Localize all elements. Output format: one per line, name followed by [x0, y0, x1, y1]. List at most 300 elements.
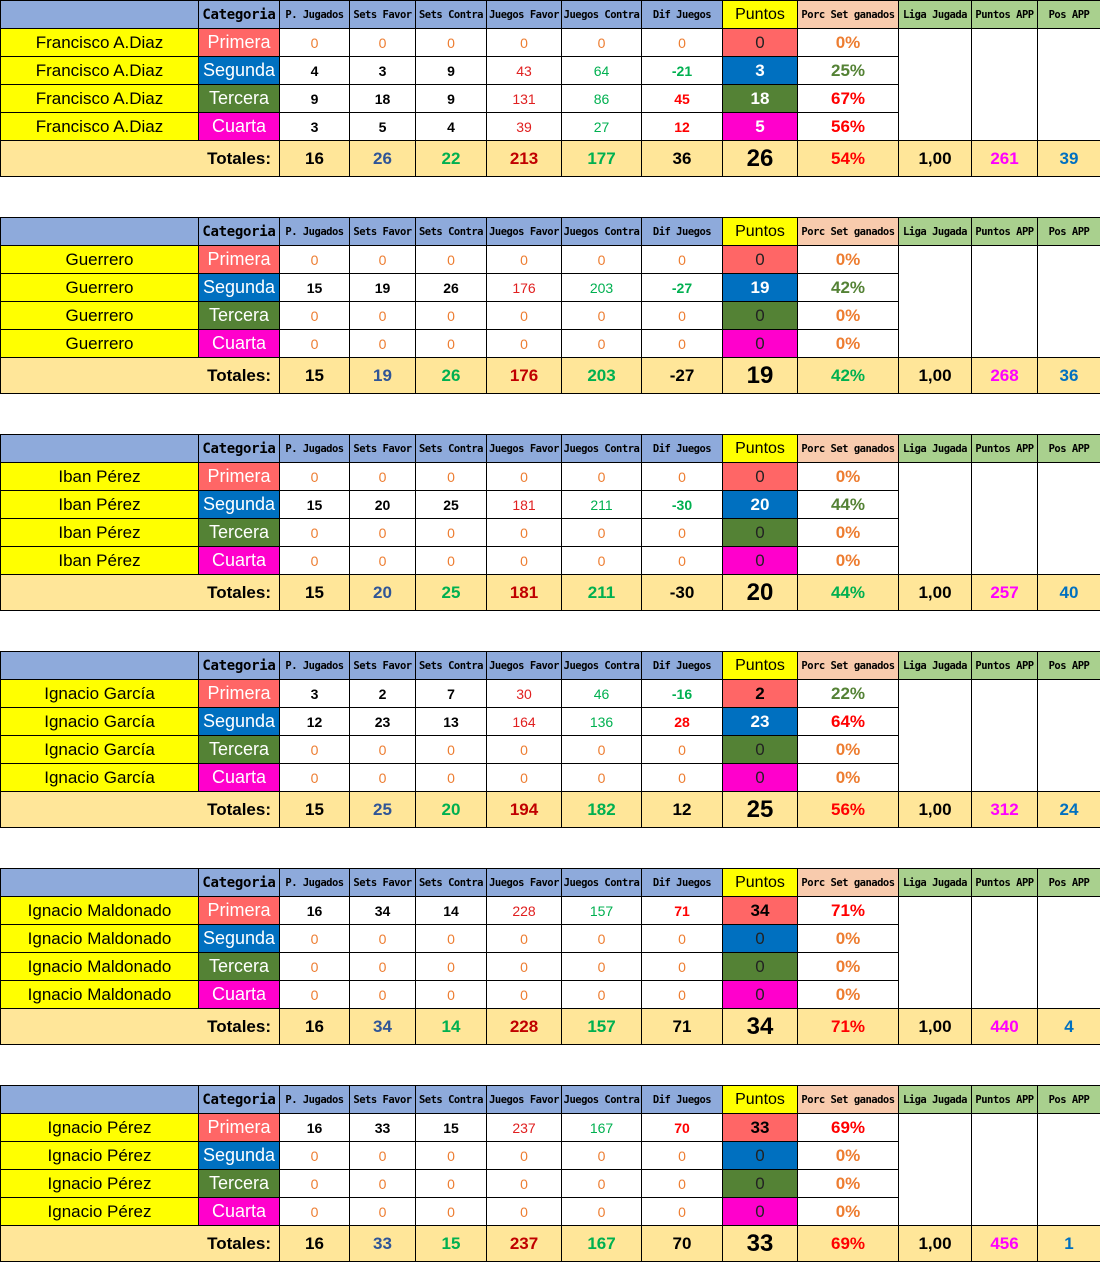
total-puntos: 26	[723, 141, 798, 177]
cell-sets-contra: 0	[416, 925, 487, 953]
total-pos-app: 40	[1038, 575, 1100, 611]
cell-sets-favor: 0	[350, 1198, 416, 1226]
totals-row	[1, 1009, 1100, 1045]
total-dif-juegos: 12	[642, 792, 723, 828]
cell-juegos-favor: 0	[487, 1142, 562, 1170]
cell-juegos-contra: 46	[562, 680, 642, 708]
total-juegos-contra: 177	[562, 141, 642, 177]
cell-p-jugados: 4	[280, 57, 350, 85]
total-juegos-favor: 213	[487, 141, 562, 177]
header-sets-favor: Sets Favor	[350, 1086, 416, 1114]
cell-dif-juegos: 0	[642, 302, 723, 330]
header-porc-set: Porc Set ganados	[798, 435, 899, 463]
player-name: Guerrero	[1, 330, 199, 358]
totals-label: Totales:	[1, 141, 280, 177]
header-porc-set: Porc Set ganados	[798, 1, 899, 29]
header-sets-contra: Sets Contra	[416, 1086, 487, 1114]
total-puntos-app: 456	[972, 1226, 1038, 1262]
header-puntos: Puntos	[723, 1086, 798, 1114]
header-dif-juegos: Dif Juegos	[642, 652, 723, 680]
header-row	[1, 1086, 1100, 1114]
cell-porc-set: 0%	[798, 463, 899, 491]
table-row	[1, 680, 1100, 708]
header-pos-app: Pos APP	[1038, 435, 1100, 463]
cell-p-jugados: 0	[280, 547, 350, 575]
cell-dif-juegos: 0	[642, 764, 723, 792]
cell-juegos-contra: 27	[562, 113, 642, 141]
header-liga-jugada: Liga Jugada	[899, 218, 972, 246]
category-label: Primera	[199, 680, 280, 708]
cell-sets-contra: 9	[416, 85, 487, 113]
cell-sets-contra: 0	[416, 330, 487, 358]
total-p-jugados: 16	[280, 141, 350, 177]
header-row	[1, 1, 1100, 29]
total-juegos-favor: 228	[487, 1009, 562, 1045]
cell-sets-favor: 0	[350, 981, 416, 1009]
total-p-jugados: 15	[280, 575, 350, 611]
cell-p-jugados: 0	[280, 953, 350, 981]
cell-dif-juegos: 0	[642, 519, 723, 547]
cell-dif-juegos: -16	[642, 680, 723, 708]
table-row	[1, 463, 1100, 491]
cell-sets-contra: 13	[416, 708, 487, 736]
category-label: Segunda	[199, 708, 280, 736]
header-blank-cell	[1, 1086, 199, 1114]
table-row	[1, 246, 1100, 274]
total-juegos-contra: 167	[562, 1226, 642, 1262]
cell-sets-favor: 0	[350, 330, 416, 358]
table-row	[1, 29, 1100, 57]
cell-puntos: 0	[723, 925, 798, 953]
header-puntos-app: Puntos APP	[972, 218, 1038, 246]
totals-label: Totales:	[1, 1226, 280, 1262]
cell-juegos-favor: 0	[487, 736, 562, 764]
category-label: Tercera	[199, 736, 280, 764]
cell-sets-favor: 0	[350, 547, 416, 575]
header-p-jugados: P. Jugados	[280, 652, 350, 680]
total-dif-juegos: -30	[642, 575, 723, 611]
cell-juegos-favor: 0	[487, 925, 562, 953]
total-juegos-contra: 211	[562, 575, 642, 611]
header-puntos: Puntos	[723, 1, 798, 29]
cell-sets-favor: 23	[350, 708, 416, 736]
total-puntos-app: 261	[972, 141, 1038, 177]
cell-porc-set: 0%	[798, 519, 899, 547]
header-p-jugados: P. Jugados	[280, 435, 350, 463]
cell-sets-favor: 19	[350, 274, 416, 302]
header-sets-contra: Sets Contra	[416, 218, 487, 246]
total-porc-set: 69%	[798, 1226, 899, 1262]
cell-puntos: 0	[723, 547, 798, 575]
cell-sets-contra: 4	[416, 113, 487, 141]
cell-porc-set: 64%	[798, 708, 899, 736]
cell-juegos-favor: 131	[487, 85, 562, 113]
totals-row	[1, 358, 1100, 394]
player-name: Ignacio Pérez	[1, 1170, 199, 1198]
cell-juegos-favor: 39	[487, 113, 562, 141]
header-porc-set: Porc Set ganados	[798, 652, 899, 680]
total-p-jugados: 15	[280, 792, 350, 828]
header-juegos-favor: Juegos Favor	[487, 435, 562, 463]
cell-puntos: 0	[723, 1142, 798, 1170]
total-juegos-favor: 181	[487, 575, 562, 611]
total-liga-jugada: 1,00	[899, 141, 972, 177]
category-label: Tercera	[199, 953, 280, 981]
cell-dif-juegos: 0	[642, 547, 723, 575]
cell-porc-set: 0%	[798, 302, 899, 330]
total-porc-set: 42%	[798, 358, 899, 394]
cell-p-jugados: 0	[280, 246, 350, 274]
cell-dif-juegos: 0	[642, 463, 723, 491]
cell-p-jugados: 15	[280, 491, 350, 519]
cell-juegos-contra: 0	[562, 981, 642, 1009]
header-row	[1, 435, 1100, 463]
cell-pos-app	[1038, 1114, 1100, 1226]
cell-juegos-favor: 0	[487, 953, 562, 981]
total-pos-app: 4	[1038, 1009, 1100, 1045]
cell-dif-juegos: -30	[642, 491, 723, 519]
cell-juegos-contra: 0	[562, 1170, 642, 1198]
total-p-jugados: 16	[280, 1226, 350, 1262]
header-blank-cell	[1, 435, 199, 463]
cell-puntos: 0	[723, 736, 798, 764]
totals-row	[1, 792, 1100, 828]
cell-liga-jugada	[899, 680, 972, 792]
cell-puntos-app	[972, 463, 1038, 575]
cell-pos-app	[1038, 680, 1100, 792]
header-liga-jugada: Liga Jugada	[899, 435, 972, 463]
cell-liga-jugada	[899, 463, 972, 575]
total-p-jugados: 16	[280, 1009, 350, 1045]
cell-sets-contra: 0	[416, 246, 487, 274]
header-pos-app: Pos APP	[1038, 1086, 1100, 1114]
cell-dif-juegos: -21	[642, 57, 723, 85]
header-juegos-favor: Juegos Favor	[487, 652, 562, 680]
cell-porc-set: 71%	[798, 897, 899, 925]
total-dif-juegos: 70	[642, 1226, 723, 1262]
total-juegos-favor: 194	[487, 792, 562, 828]
header-juegos-contra: Juegos Contra	[562, 218, 642, 246]
cell-p-jugados: 16	[280, 897, 350, 925]
cell-porc-set: 0%	[798, 953, 899, 981]
cell-liga-jugada	[899, 897, 972, 1009]
cell-porc-set: 0%	[798, 925, 899, 953]
header-p-jugados: P. Jugados	[280, 1086, 350, 1114]
header-juegos-contra: Juegos Contra	[562, 1086, 642, 1114]
category-label: Primera	[199, 29, 280, 57]
total-juegos-contra: 157	[562, 1009, 642, 1045]
cell-porc-set: 0%	[798, 1170, 899, 1198]
cell-sets-favor: 0	[350, 1142, 416, 1170]
total-puntos: 19	[723, 358, 798, 394]
cell-porc-set: 25%	[798, 57, 899, 85]
cell-dif-juegos: 45	[642, 85, 723, 113]
header-sets-favor: Sets Favor	[350, 435, 416, 463]
total-pos-app: 1	[1038, 1226, 1100, 1262]
cell-juegos-favor: 30	[487, 680, 562, 708]
cell-puntos-app	[972, 680, 1038, 792]
total-dif-juegos: -27	[642, 358, 723, 394]
cell-puntos: 3	[723, 57, 798, 85]
header-liga-jugada: Liga Jugada	[899, 1, 972, 29]
cell-sets-contra: 15	[416, 1114, 487, 1142]
header-liga-jugada: Liga Jugada	[899, 1086, 972, 1114]
cell-sets-contra: 0	[416, 1198, 487, 1226]
player-name: Francisco A.Diaz	[1, 85, 199, 113]
total-pos-app: 39	[1038, 141, 1100, 177]
cell-p-jugados: 0	[280, 764, 350, 792]
cell-juegos-contra: 86	[562, 85, 642, 113]
cell-juegos-contra: 136	[562, 708, 642, 736]
cell-sets-favor: 0	[350, 246, 416, 274]
cell-p-jugados: 0	[280, 736, 350, 764]
player-block	[0, 434, 1100, 611]
totals-label: Totales:	[1, 358, 280, 394]
category-label: Cuarta	[199, 1198, 280, 1226]
header-row	[1, 218, 1100, 246]
category-label: Cuarta	[199, 113, 280, 141]
cell-dif-juegos: 71	[642, 897, 723, 925]
header-porc-set: Porc Set ganados	[798, 869, 899, 897]
cell-puntos: 0	[723, 29, 798, 57]
cell-juegos-favor: 0	[487, 1170, 562, 1198]
total-juegos-favor: 237	[487, 1226, 562, 1262]
player-name: Francisco A.Diaz	[1, 113, 199, 141]
category-label: Cuarta	[199, 330, 280, 358]
totals-row	[1, 141, 1100, 177]
player-name: Ignacio Maldonado	[1, 981, 199, 1009]
cell-p-jugados: 12	[280, 708, 350, 736]
cell-sets-contra: 0	[416, 1170, 487, 1198]
header-categoria: Categoria	[199, 218, 280, 246]
player-name: Ignacio Maldonado	[1, 897, 199, 925]
cell-juegos-favor: 0	[487, 519, 562, 547]
player-name: Ignacio García	[1, 708, 199, 736]
cell-sets-contra: 25	[416, 491, 487, 519]
header-sets-contra: Sets Contra	[416, 1, 487, 29]
player-name: Iban Pérez	[1, 547, 199, 575]
total-puntos-app: 268	[972, 358, 1038, 394]
cell-porc-set: 0%	[798, 1198, 899, 1226]
header-puntos: Puntos	[723, 218, 798, 246]
header-pos-app: Pos APP	[1038, 869, 1100, 897]
cell-juegos-favor: 0	[487, 29, 562, 57]
cell-sets-contra: 0	[416, 463, 487, 491]
header-juegos-favor: Juegos Favor	[487, 218, 562, 246]
cell-porc-set: 67%	[798, 85, 899, 113]
cell-puntos: 20	[723, 491, 798, 519]
cell-liga-jugada	[899, 246, 972, 358]
cell-sets-contra: 0	[416, 981, 487, 1009]
cell-p-jugados: 9	[280, 85, 350, 113]
category-label: Tercera	[199, 519, 280, 547]
player-name: Francisco A.Diaz	[1, 29, 199, 57]
player-block	[0, 868, 1100, 1045]
total-pos-app: 36	[1038, 358, 1100, 394]
header-puntos-app: Puntos APP	[972, 435, 1038, 463]
cell-puntos: 5	[723, 113, 798, 141]
cell-dif-juegos: -27	[642, 274, 723, 302]
cell-porc-set: 56%	[798, 113, 899, 141]
total-sets-favor: 26	[350, 141, 416, 177]
total-puntos: 25	[723, 792, 798, 828]
total-dif-juegos: 36	[642, 141, 723, 177]
category-label: Segunda	[199, 274, 280, 302]
header-blank-cell	[1, 652, 199, 680]
cell-porc-set: 42%	[798, 274, 899, 302]
total-pos-app: 24	[1038, 792, 1100, 828]
total-porc-set: 71%	[798, 1009, 899, 1045]
total-liga-jugada: 1,00	[899, 575, 972, 611]
cell-p-jugados: 0	[280, 330, 350, 358]
cell-sets-contra: 14	[416, 897, 487, 925]
cell-p-jugados: 0	[280, 29, 350, 57]
cell-porc-set: 0%	[798, 981, 899, 1009]
header-sets-favor: Sets Favor	[350, 218, 416, 246]
table-row	[1, 897, 1100, 925]
total-sets-contra: 22	[416, 141, 487, 177]
player-block	[0, 217, 1100, 394]
cell-pos-app	[1038, 463, 1100, 575]
header-puntos-app: Puntos APP	[972, 1086, 1038, 1114]
cell-porc-set: 0%	[798, 29, 899, 57]
category-label: Segunda	[199, 925, 280, 953]
cell-porc-set: 0%	[798, 547, 899, 575]
header-puntos: Puntos	[723, 869, 798, 897]
cell-p-jugados: 0	[280, 302, 350, 330]
total-sets-contra: 26	[416, 358, 487, 394]
cell-juegos-contra: 0	[562, 1198, 642, 1226]
player-name: Ignacio Maldonado	[1, 925, 199, 953]
cell-dif-juegos: 0	[642, 246, 723, 274]
cell-puntos: 33	[723, 1114, 798, 1142]
cell-sets-contra: 0	[416, 29, 487, 57]
cell-sets-favor: 0	[350, 953, 416, 981]
totals-label: Totales:	[1, 792, 280, 828]
header-puntos: Puntos	[723, 652, 798, 680]
category-label: Segunda	[199, 491, 280, 519]
total-liga-jugada: 1,00	[899, 1226, 972, 1262]
cell-dif-juegos: 0	[642, 953, 723, 981]
cell-pos-app	[1038, 897, 1100, 1009]
header-porc-set: Porc Set ganados	[798, 218, 899, 246]
player-name: Ignacio García	[1, 680, 199, 708]
total-sets-favor: 33	[350, 1226, 416, 1262]
cell-juegos-contra: 0	[562, 29, 642, 57]
header-puntos-app: Puntos APP	[972, 869, 1038, 897]
cell-juegos-favor: 0	[487, 302, 562, 330]
cell-puntos: 0	[723, 981, 798, 1009]
cell-juegos-contra: 203	[562, 274, 642, 302]
cell-juegos-favor: 0	[487, 246, 562, 274]
cell-juegos-favor: 0	[487, 764, 562, 792]
header-categoria: Categoria	[199, 1086, 280, 1114]
cell-juegos-contra: 0	[562, 519, 642, 547]
header-juegos-contra: Juegos Contra	[562, 435, 642, 463]
cell-p-jugados: 0	[280, 1142, 350, 1170]
total-liga-jugada: 1,00	[899, 358, 972, 394]
cell-dif-juegos: 0	[642, 1142, 723, 1170]
cell-porc-set: 0%	[798, 330, 899, 358]
cell-juegos-favor: 176	[487, 274, 562, 302]
cell-sets-favor: 2	[350, 680, 416, 708]
cell-porc-set: 0%	[798, 736, 899, 764]
cell-puntos: 0	[723, 246, 798, 274]
header-categoria: Categoria	[199, 652, 280, 680]
cell-sets-favor: 34	[350, 897, 416, 925]
total-juegos-contra: 182	[562, 792, 642, 828]
cell-juegos-contra: 157	[562, 897, 642, 925]
cell-sets-favor: 0	[350, 1170, 416, 1198]
cell-porc-set: 0%	[798, 246, 899, 274]
total-sets-favor: 20	[350, 575, 416, 611]
cell-puntos: 0	[723, 764, 798, 792]
cell-juegos-favor: 237	[487, 1114, 562, 1142]
cell-juegos-contra: 0	[562, 1142, 642, 1170]
cell-p-jugados: 0	[280, 981, 350, 1009]
cell-juegos-contra: 211	[562, 491, 642, 519]
player-name: Francisco A.Diaz	[1, 57, 199, 85]
cell-sets-favor: 0	[350, 463, 416, 491]
cell-juegos-favor: 228	[487, 897, 562, 925]
category-label: Segunda	[199, 57, 280, 85]
player-name: Ignacio Maldonado	[1, 953, 199, 981]
header-categoria: Categoria	[199, 435, 280, 463]
cell-juegos-contra: 0	[562, 547, 642, 575]
header-dif-juegos: Dif Juegos	[642, 435, 723, 463]
header-sets-favor: Sets Favor	[350, 869, 416, 897]
player-name: Ignacio García	[1, 764, 199, 792]
cell-juegos-contra: 0	[562, 925, 642, 953]
cell-sets-contra: 0	[416, 1142, 487, 1170]
cell-p-jugados: 15	[280, 274, 350, 302]
cell-juegos-contra: 0	[562, 302, 642, 330]
cell-liga-jugada	[899, 29, 972, 141]
total-puntos: 33	[723, 1226, 798, 1262]
cell-juegos-favor: 164	[487, 708, 562, 736]
cell-puntos: 0	[723, 463, 798, 491]
header-p-jugados: P. Jugados	[280, 869, 350, 897]
player-name: Iban Pérez	[1, 463, 199, 491]
header-p-jugados: P. Jugados	[280, 1, 350, 29]
cell-sets-contra: 7	[416, 680, 487, 708]
cell-sets-contra: 0	[416, 519, 487, 547]
total-puntos-app: 312	[972, 792, 1038, 828]
header-categoria: Categoria	[199, 869, 280, 897]
header-p-jugados: P. Jugados	[280, 218, 350, 246]
cell-sets-favor: 0	[350, 519, 416, 547]
cell-sets-contra: 9	[416, 57, 487, 85]
player-name: Guerrero	[1, 302, 199, 330]
cell-sets-contra: 0	[416, 547, 487, 575]
player-name: Iban Pérez	[1, 491, 199, 519]
category-label: Primera	[199, 246, 280, 274]
category-label: Primera	[199, 1114, 280, 1142]
total-sets-contra: 15	[416, 1226, 487, 1262]
cell-porc-set: 69%	[798, 1114, 899, 1142]
category-label: Tercera	[199, 1170, 280, 1198]
cell-juegos-favor: 0	[487, 1198, 562, 1226]
cell-sets-favor: 0	[350, 302, 416, 330]
header-blank-cell	[1, 1, 199, 29]
player-name: Ignacio Pérez	[1, 1142, 199, 1170]
cell-sets-contra: 0	[416, 764, 487, 792]
category-label: Cuarta	[199, 547, 280, 575]
cell-sets-favor: 5	[350, 113, 416, 141]
player-name: Guerrero	[1, 246, 199, 274]
cell-puntos: 0	[723, 953, 798, 981]
cell-pos-app	[1038, 246, 1100, 358]
